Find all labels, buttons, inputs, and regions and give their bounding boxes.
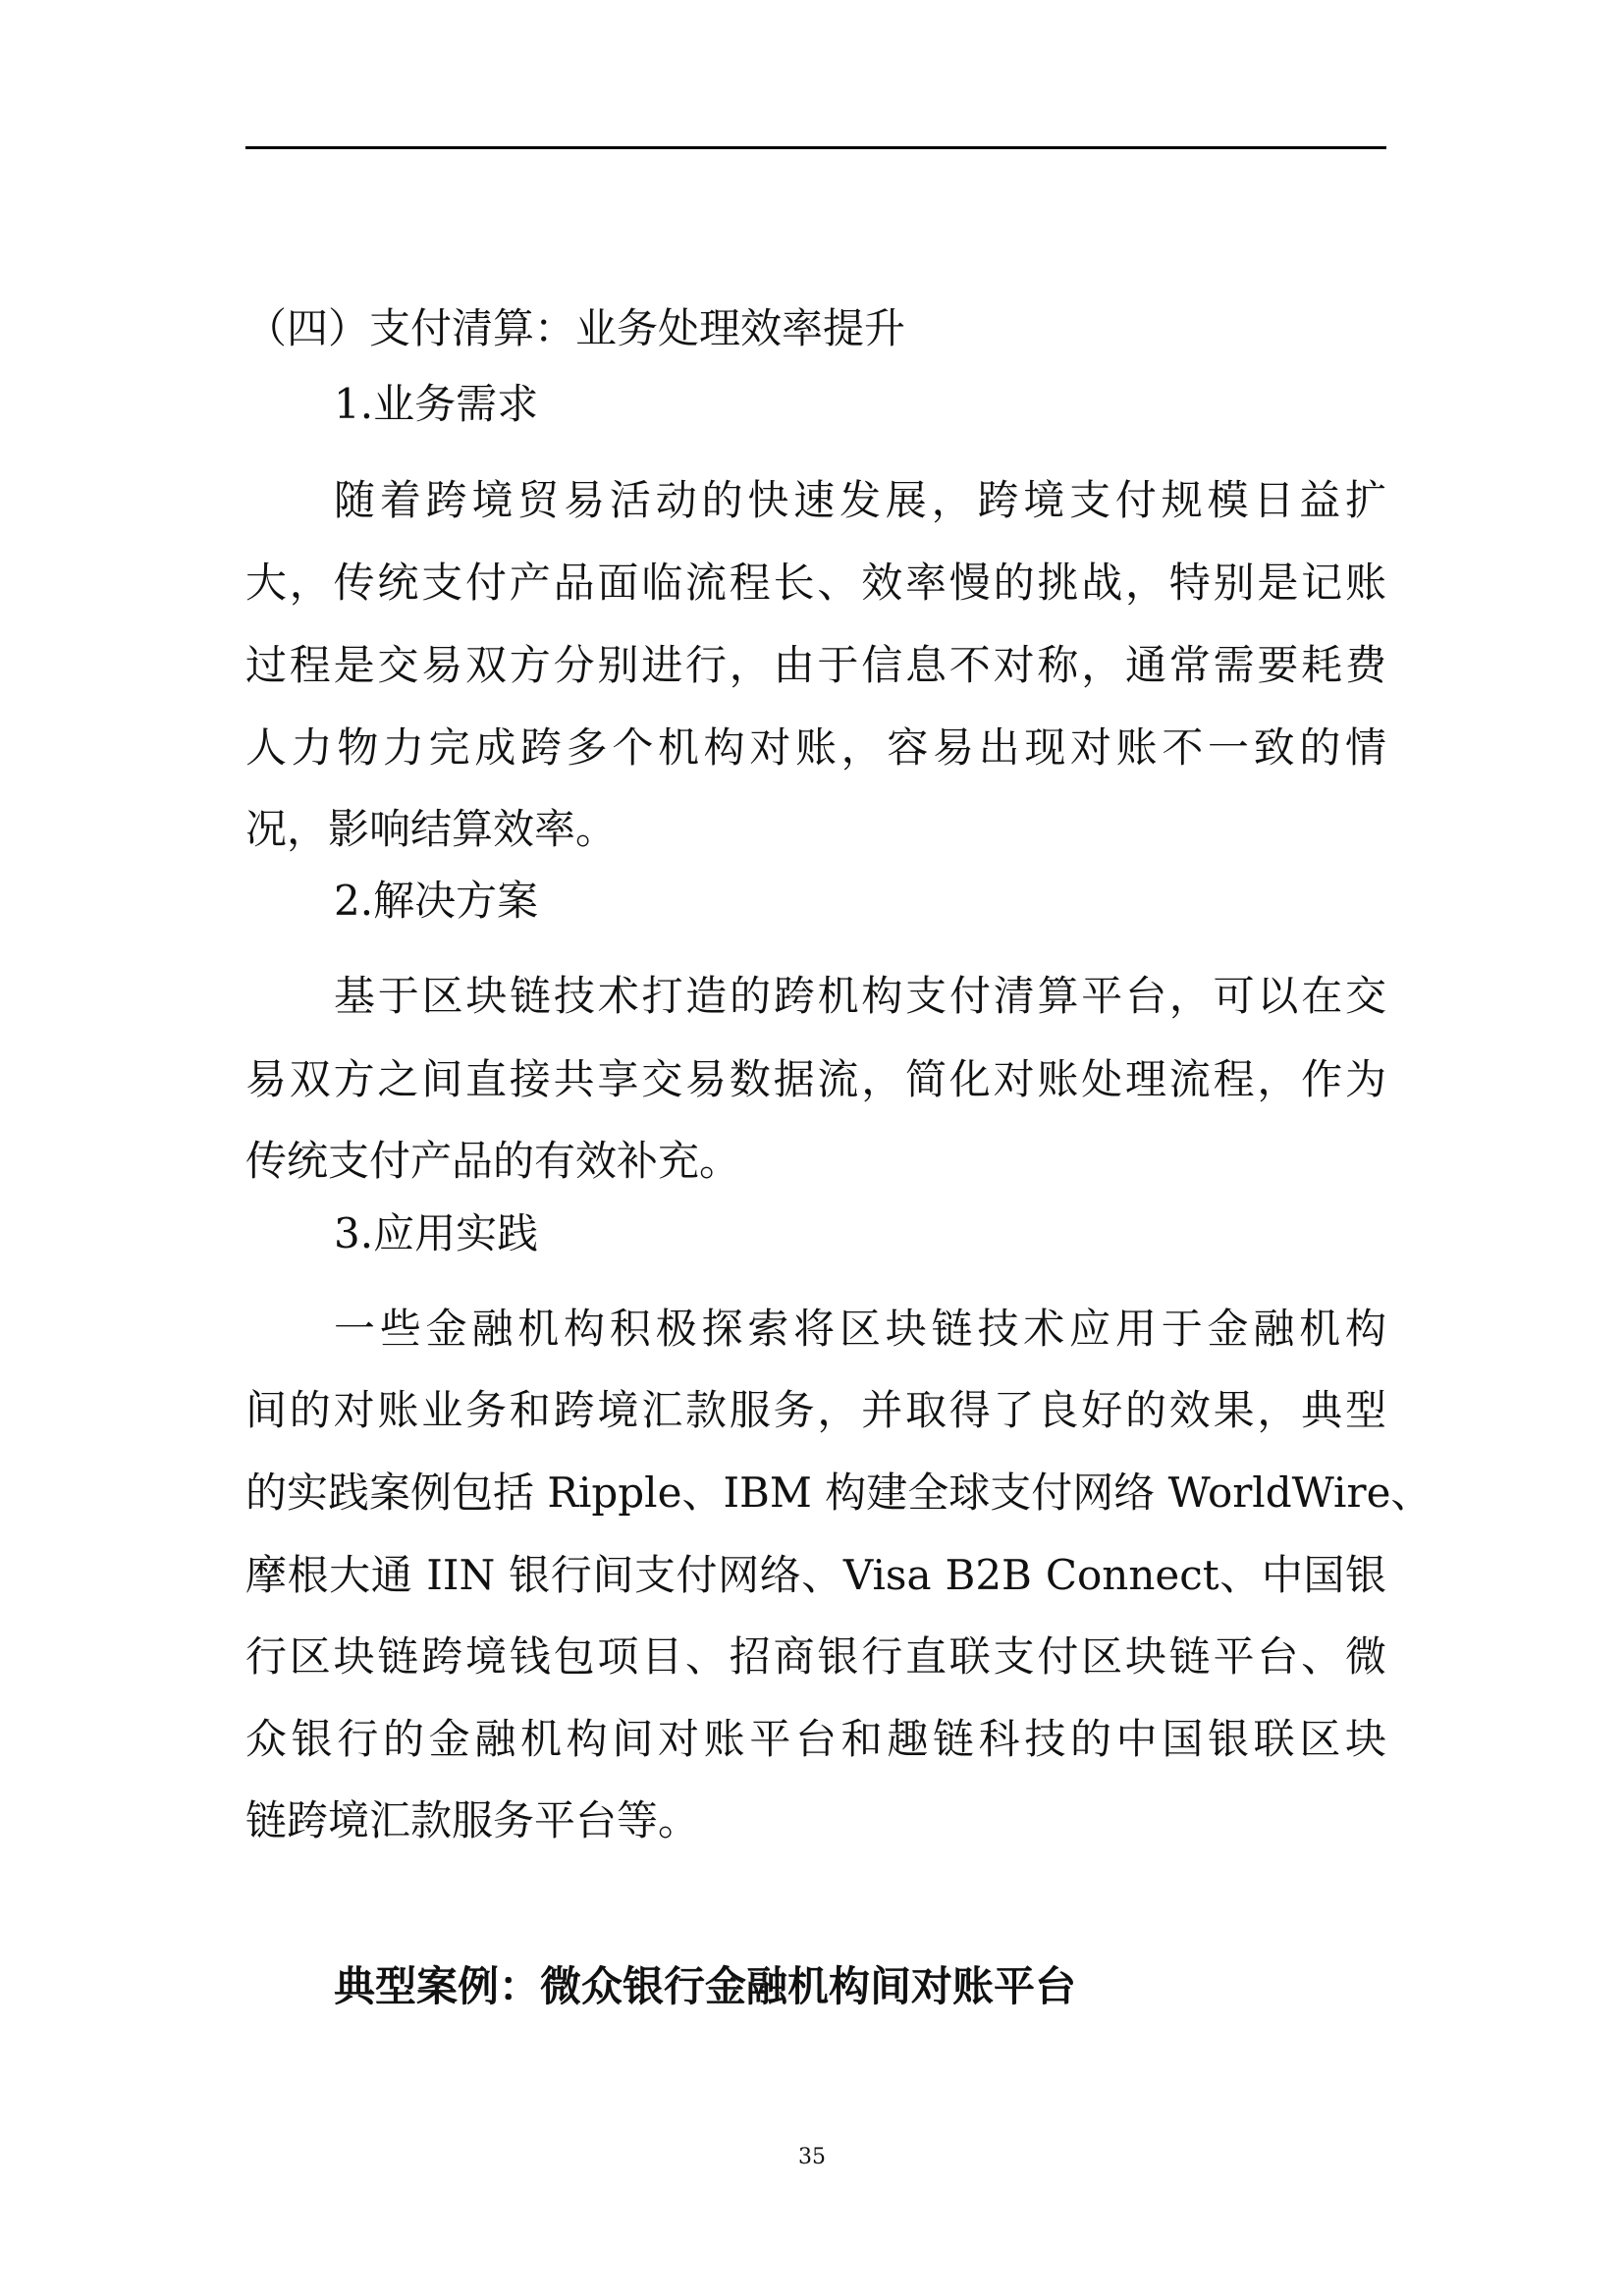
paragraph-line: 摩根大通 IIN 银行间支付网络、Visa B2B Connect、中国银 bbox=[245, 1551, 1386, 1599]
paragraph-line: 链跨境汇款服务平台等。 bbox=[245, 1796, 700, 1844]
paragraph-line: 大，传统支付产品面临流程长、效率慢的挑战，特别是记账 bbox=[245, 559, 1386, 607]
paragraph-line: 的实践案例包括 Ripple、IBM 构建全球支付网络 WorldWire、 bbox=[245, 1468, 1433, 1517]
section-title: （四）支付清算：业务处理效率提升 bbox=[245, 304, 906, 352]
paragraph-line: 基于区块链技术打造的跨机构支付清算平台，可以在交 bbox=[334, 972, 1386, 1020]
paragraph-line: 随着跨境贸易活动的快速发展，跨境支付规模日益扩 bbox=[334, 476, 1386, 524]
paragraph-line: 众银行的金融机构间对账平台和趣链科技的中国银联区块 bbox=[245, 1715, 1386, 1763]
subheading-practice: 3.应用实践 bbox=[334, 1209, 539, 1257]
paragraph-line: 行区块链跨境钱包项目、招商银行直联支付区块链平台、微 bbox=[245, 1632, 1386, 1681]
paragraph-line: 人力物力完成跨多个机构对账，容易出现对账不一致的情 bbox=[245, 723, 1386, 772]
paragraph-line: 易双方之间直接共享交易数据流，简化对账处理流程，作为 bbox=[245, 1055, 1386, 1103]
paragraph-line: 过程是交易双方分别进行，由于信息不对称，通常需要耗费 bbox=[245, 641, 1386, 689]
paragraph-line: 传统支付产品的有效补充。 bbox=[245, 1137, 741, 1185]
subheading-solution: 2.解决方案 bbox=[334, 877, 539, 925]
case-title: 典型案例：微众银行金融机构间对账平台 bbox=[334, 1962, 1077, 2010]
header-rule bbox=[245, 146, 1386, 149]
page-number: 35 bbox=[798, 2145, 826, 2169]
paragraph-line: 间的对账业务和跨境汇款服务，并取得了良好的效果，典型 bbox=[245, 1386, 1386, 1434]
subheading-requirements: 1.业务需求 bbox=[334, 380, 539, 428]
paragraph-line: 一些金融机构积极探索将区块链技术应用于金融机构 bbox=[334, 1305, 1386, 1353]
paragraph-line: 况，影响结算效率。 bbox=[245, 805, 618, 853]
